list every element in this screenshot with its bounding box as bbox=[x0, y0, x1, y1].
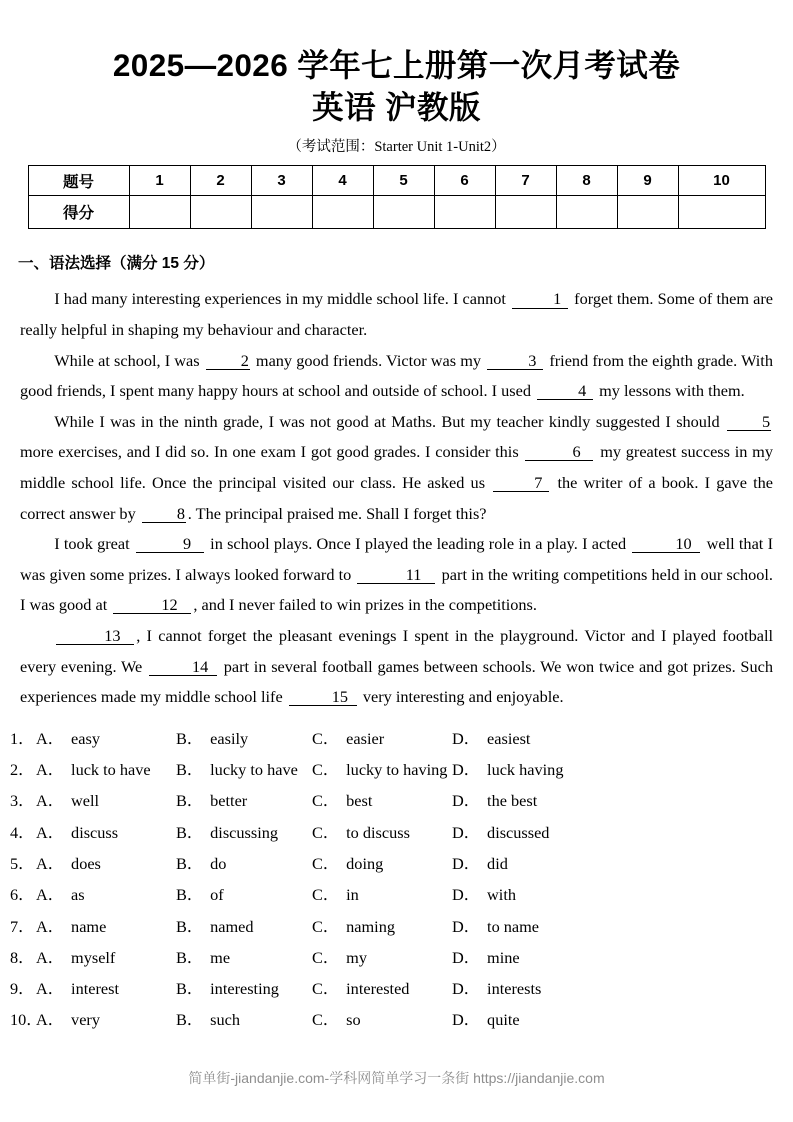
option-letter-d: D． bbox=[452, 979, 481, 999]
answer-blank-7[interactable]: 7 bbox=[493, 474, 549, 492]
passage-text: I had many interesting experiences in my middle school life. I cannot bbox=[54, 289, 506, 309]
passage-text: forget them. Some of them are really helpful in shaping my behaviour and character. bbox=[20, 289, 774, 339]
option-choice-a[interactable] bbox=[36, 942, 176, 973]
question-number-cell-5: 5 bbox=[373, 166, 434, 196]
option-choice-c[interactable] bbox=[312, 879, 452, 910]
option-letter-c: C． bbox=[312, 1010, 340, 1030]
option-text-b: of bbox=[210, 885, 224, 905]
option-choice-c[interactable] bbox=[312, 785, 452, 816]
option-text-b: easily bbox=[210, 728, 249, 748]
passage-text: While at school, I was bbox=[54, 350, 200, 370]
option-letter-c: C． bbox=[312, 728, 340, 748]
option-choice-d[interactable] bbox=[452, 1004, 602, 1035]
option-choice-c[interactable] bbox=[312, 723, 452, 754]
option-row-6 bbox=[0, 879, 793, 910]
score-cell-9[interactable] bbox=[617, 196, 678, 229]
score-cell-1[interactable] bbox=[129, 196, 190, 229]
option-text-a: interest bbox=[71, 979, 119, 999]
section-heading-grammar: 一、语法选择（满分 15 分） bbox=[18, 255, 215, 273]
option-letter-b: B． bbox=[176, 916, 204, 936]
answer-blank-15[interactable]: 15 bbox=[289, 688, 357, 706]
question-number-cell-4: 4 bbox=[312, 166, 373, 196]
answer-blank-12[interactable]: 12 bbox=[113, 596, 191, 614]
option-text-d: discussed bbox=[487, 822, 550, 842]
option-choice-d[interactable] bbox=[452, 848, 602, 879]
option-letter-c: C． bbox=[312, 885, 340, 905]
option-letter-c: C． bbox=[312, 916, 340, 936]
option-letter-b: B． bbox=[176, 947, 204, 967]
option-text-a: well bbox=[71, 791, 100, 811]
option-choice-d[interactable] bbox=[452, 911, 602, 942]
answer-blank-2[interactable]: 2 bbox=[206, 352, 250, 370]
option-choice-c[interactable] bbox=[312, 911, 452, 942]
option-text-c: lucky to having bbox=[346, 760, 448, 780]
passage-text: very interesting and enjoyable. bbox=[362, 687, 564, 707]
answer-blank-3[interactable]: 3 bbox=[487, 352, 543, 370]
option-choice-c[interactable] bbox=[312, 754, 452, 785]
score-cell-6[interactable] bbox=[434, 196, 495, 229]
option-letter-c: C． bbox=[312, 853, 340, 873]
passage-text: my lessons with them. bbox=[599, 381, 745, 401]
option-choice-d[interactable] bbox=[452, 942, 602, 973]
table-row-scores bbox=[28, 196, 765, 229]
option-text-d: interests bbox=[487, 979, 542, 999]
answer-blank-9[interactable]: 9 bbox=[136, 535, 204, 553]
option-text-b: interesting bbox=[210, 979, 279, 999]
option-letter-a: A． bbox=[36, 1010, 65, 1030]
option-choice-b[interactable] bbox=[176, 942, 312, 973]
option-text-c: so bbox=[346, 1010, 361, 1030]
option-letter-a: A． bbox=[36, 885, 65, 905]
question-number-cell-7: 7 bbox=[495, 166, 556, 196]
option-choice-a[interactable] bbox=[36, 785, 176, 816]
option-text-b: named bbox=[210, 916, 254, 936]
option-row-8 bbox=[0, 942, 793, 973]
option-text-b: do bbox=[210, 853, 227, 873]
option-text-c: doing bbox=[346, 853, 384, 873]
option-choice-a[interactable] bbox=[36, 911, 176, 942]
question-number-cell-2: 2 bbox=[190, 166, 251, 196]
option-letter-a: A． bbox=[36, 979, 65, 999]
option-letter-b: B． bbox=[176, 885, 204, 905]
passage-text: part in several football games between schools. We won twice and got prizes. Such experiences made my middle school life bbox=[20, 656, 773, 707]
score-cell-2[interactable] bbox=[190, 196, 251, 229]
option-letter-c: C． bbox=[312, 947, 340, 967]
option-row-7 bbox=[0, 911, 793, 942]
option-letter-b: B． bbox=[176, 728, 204, 748]
answer-blank-4[interactable]: 4 bbox=[537, 382, 593, 400]
option-letter-a: A． bbox=[36, 947, 65, 967]
option-letter-d: D． bbox=[452, 822, 481, 842]
passage-text: the writer of a book. I gave the correct answer by bbox=[20, 472, 774, 523]
score-cell-10[interactable] bbox=[678, 196, 765, 229]
option-row-number: 9． bbox=[10, 979, 35, 999]
option-text-c: to discuss bbox=[346, 822, 410, 842]
row-header-score: 得分 bbox=[28, 196, 129, 229]
option-choice-d[interactable] bbox=[452, 785, 602, 816]
option-letter-b: B． bbox=[176, 979, 204, 999]
answer-blank-1[interactable]: 1 bbox=[512, 290, 568, 308]
passage-text: more exercises, and I did so. In one exam I got good grades. I consider this bbox=[20, 442, 519, 462]
option-letter-d: D． bbox=[452, 791, 481, 811]
option-text-c: best bbox=[346, 791, 373, 811]
answer-blank-8[interactable]: 8 bbox=[142, 505, 186, 523]
option-choice-a[interactable] bbox=[36, 754, 176, 785]
option-choice-b[interactable] bbox=[176, 1004, 312, 1035]
option-letter-b: B． bbox=[176, 791, 204, 811]
option-letter-c: C． bbox=[312, 760, 340, 780]
option-text-d: to name bbox=[487, 916, 540, 936]
option-choice-a[interactable] bbox=[36, 1004, 176, 1035]
option-text-b: discussing bbox=[210, 822, 279, 842]
option-letter-d: D． bbox=[452, 853, 481, 873]
option-choice-b[interactable] bbox=[176, 973, 312, 1004]
answer-blank-13[interactable]: 13 bbox=[56, 627, 134, 645]
option-choice-a[interactable] bbox=[36, 723, 176, 754]
option-letter-c: C． bbox=[312, 979, 340, 999]
option-letter-d: D． bbox=[452, 728, 481, 748]
exam-scope-subtitle: （考试范围：Starter Unit 1-Unit2） bbox=[287, 139, 506, 156]
option-text-b: lucky to have bbox=[210, 760, 298, 780]
passage-text: many good friends. Victor was my bbox=[255, 350, 482, 370]
option-letter-c: C． bbox=[312, 822, 340, 842]
passage-text: I took great bbox=[54, 534, 130, 554]
option-choice-d[interactable] bbox=[452, 723, 602, 754]
page-title-line-2: 英语 沪教版 bbox=[312, 89, 481, 126]
option-text-d: the best bbox=[487, 791, 538, 811]
option-letter-d: D． bbox=[452, 885, 481, 905]
option-letter-c: C． bbox=[312, 791, 340, 811]
option-text-d: quite bbox=[487, 1010, 520, 1030]
option-letter-b: B． bbox=[176, 760, 204, 780]
answer-blank-6[interactable]: 6 bbox=[525, 443, 593, 461]
option-text-b: better bbox=[210, 791, 248, 811]
passage-paragraph-1 bbox=[20, 284, 773, 345]
option-choice-b[interactable] bbox=[176, 723, 312, 754]
passage-text: well that I was given some prizes. I always looked forward to bbox=[20, 534, 774, 584]
option-text-a: easy bbox=[71, 728, 100, 748]
score-cell-5[interactable] bbox=[373, 196, 434, 229]
option-text-c: naming bbox=[346, 916, 395, 936]
option-letter-b: B． bbox=[176, 822, 204, 842]
option-row-number: 3． bbox=[10, 791, 35, 811]
question-number-cell-6: 6 bbox=[434, 166, 495, 196]
option-row-number: 8． bbox=[10, 947, 35, 967]
options-list bbox=[0, 723, 793, 1036]
option-letter-d: D． bbox=[452, 947, 481, 967]
option-row-1 bbox=[0, 723, 793, 754]
question-number-cell-8: 8 bbox=[556, 166, 617, 196]
option-row-10 bbox=[0, 1004, 793, 1035]
passage-text: friend from the eighth grade. With good friends, I spent many happy hours at school and outside of school. I used bbox=[20, 350, 773, 401]
option-row-9 bbox=[0, 973, 793, 1004]
option-text-a: name bbox=[71, 916, 107, 936]
option-letter-d: D． bbox=[452, 916, 481, 936]
option-letter-a: A． bbox=[36, 822, 65, 842]
option-text-d: easiest bbox=[487, 728, 531, 748]
page-footer-watermark: 简单街-jiandanjie.com-学科网简单学习一条街 https://jiandanjie.com bbox=[188, 1070, 605, 1086]
passage-paragraph-3 bbox=[20, 407, 773, 529]
page-title-block bbox=[0, 44, 793, 156]
score-cell-8[interactable] bbox=[556, 196, 617, 229]
option-choice-d[interactable] bbox=[452, 879, 602, 910]
score-table-container bbox=[28, 165, 766, 229]
option-letter-a: A． bbox=[36, 728, 65, 748]
option-text-a: discuss bbox=[71, 822, 119, 842]
option-row-number: 2． bbox=[10, 760, 35, 780]
option-text-d: mine bbox=[487, 947, 520, 967]
option-text-a: luck to have bbox=[71, 760, 151, 780]
option-text-a: myself bbox=[71, 947, 116, 967]
option-text-c: interested bbox=[346, 979, 410, 999]
passage-text: While I was in the ninth grade, I was not good at Maths. But my teacher kindly suggested I should bbox=[54, 411, 720, 431]
option-choice-c[interactable] bbox=[312, 942, 452, 973]
question-number-cell-9: 9 bbox=[617, 166, 678, 196]
table-row-question-numbers bbox=[28, 166, 765, 196]
passage-paragraph-2 bbox=[20, 346, 773, 407]
option-choice-b[interactable] bbox=[176, 911, 312, 942]
option-letter-b: B． bbox=[176, 853, 204, 873]
row-header-question-number: 题号 bbox=[28, 166, 129, 196]
option-letter-a: A． bbox=[36, 760, 65, 780]
option-text-d: luck having bbox=[487, 760, 564, 780]
option-text-d: with bbox=[487, 885, 516, 905]
score-cell-3[interactable] bbox=[251, 196, 312, 229]
option-text-c: my bbox=[346, 947, 367, 967]
option-choice-c[interactable] bbox=[312, 1004, 452, 1035]
option-letter-d: D． bbox=[452, 1010, 481, 1030]
option-choice-d[interactable] bbox=[452, 754, 602, 785]
option-row-number: 6． bbox=[10, 885, 35, 905]
option-letter-b: B． bbox=[176, 1010, 204, 1030]
option-choice-a[interactable] bbox=[36, 817, 176, 848]
passage-text: , and I never failed to win prizes in the competitions. bbox=[193, 595, 537, 615]
option-row-number: 4． bbox=[10, 822, 35, 842]
score-table bbox=[28, 165, 766, 229]
option-letter-a: A． bbox=[36, 853, 65, 873]
passage-text: . The principal praised me. Shall I forget this? bbox=[187, 503, 487, 523]
answer-blank-11[interactable]: 11 bbox=[357, 566, 435, 584]
option-text-c: in bbox=[346, 885, 359, 905]
passage-text: in school plays. Once I played the leading role in a play. I acted bbox=[210, 534, 627, 554]
option-choice-a[interactable] bbox=[36, 973, 176, 1004]
option-row-number: 1． bbox=[10, 728, 35, 748]
option-choice-d[interactable] bbox=[452, 817, 602, 848]
option-choice-b[interactable] bbox=[176, 848, 312, 879]
passage-text: , I cannot forget the pleasant evenings I spent in the playground. Victor and I played football every evening. We bbox=[20, 625, 773, 676]
option-text-a: as bbox=[71, 885, 85, 905]
option-choice-a[interactable] bbox=[36, 879, 176, 910]
passage-body bbox=[20, 284, 773, 712]
question-number-cell-3: 3 bbox=[251, 166, 312, 196]
option-choice-b[interactable] bbox=[176, 754, 312, 785]
option-choice-a[interactable] bbox=[36, 848, 176, 879]
option-letter-d: D． bbox=[452, 760, 481, 780]
option-choice-b[interactable] bbox=[176, 817, 312, 848]
passage-text: part in the writing competitions held in our school. I was good at bbox=[20, 564, 773, 615]
option-letter-a: A． bbox=[36, 791, 65, 811]
option-choice-b[interactable] bbox=[176, 879, 312, 910]
passage-text: my greatest success in my middle school life. Once the principal visited our class. He asked us bbox=[20, 442, 773, 492]
option-letter-a: A． bbox=[36, 916, 65, 936]
option-text-b: such bbox=[210, 1010, 240, 1030]
page-title-line-1: 2025—2026 学年七上册第一次月考试卷 bbox=[112, 47, 681, 83]
option-row-number: 7． bbox=[10, 916, 35, 936]
passage-paragraph-4 bbox=[20, 529, 773, 621]
option-choice-d[interactable] bbox=[452, 973, 602, 1004]
option-choice-b[interactable] bbox=[176, 785, 312, 816]
option-row-2 bbox=[0, 754, 793, 785]
option-row-number: 10． bbox=[10, 1010, 43, 1030]
score-cell-7[interactable] bbox=[495, 196, 556, 229]
option-text-c: easier bbox=[346, 728, 385, 748]
option-text-a: does bbox=[71, 853, 101, 873]
option-row-3 bbox=[0, 785, 793, 816]
answer-blank-5[interactable]: 5 bbox=[727, 413, 771, 431]
answer-blank-10[interactable]: 10 bbox=[632, 535, 700, 553]
option-text-b: me bbox=[210, 947, 231, 967]
option-choice-c[interactable] bbox=[312, 973, 452, 1004]
answer-blank-14[interactable]: 14 bbox=[149, 658, 217, 676]
question-number-cell-10: 10 bbox=[678, 166, 765, 196]
option-choice-c[interactable] bbox=[312, 817, 452, 848]
passage-paragraph-5 bbox=[20, 621, 773, 713]
score-cell-4[interactable] bbox=[312, 196, 373, 229]
option-choice-c[interactable] bbox=[312, 848, 452, 879]
option-text-a: very bbox=[71, 1010, 100, 1030]
question-number-cell-1: 1 bbox=[129, 166, 190, 196]
option-text-d: did bbox=[487, 853, 508, 873]
option-row-number: 5． bbox=[10, 853, 35, 873]
option-row-5 bbox=[0, 848, 793, 879]
option-row-4 bbox=[0, 817, 793, 848]
